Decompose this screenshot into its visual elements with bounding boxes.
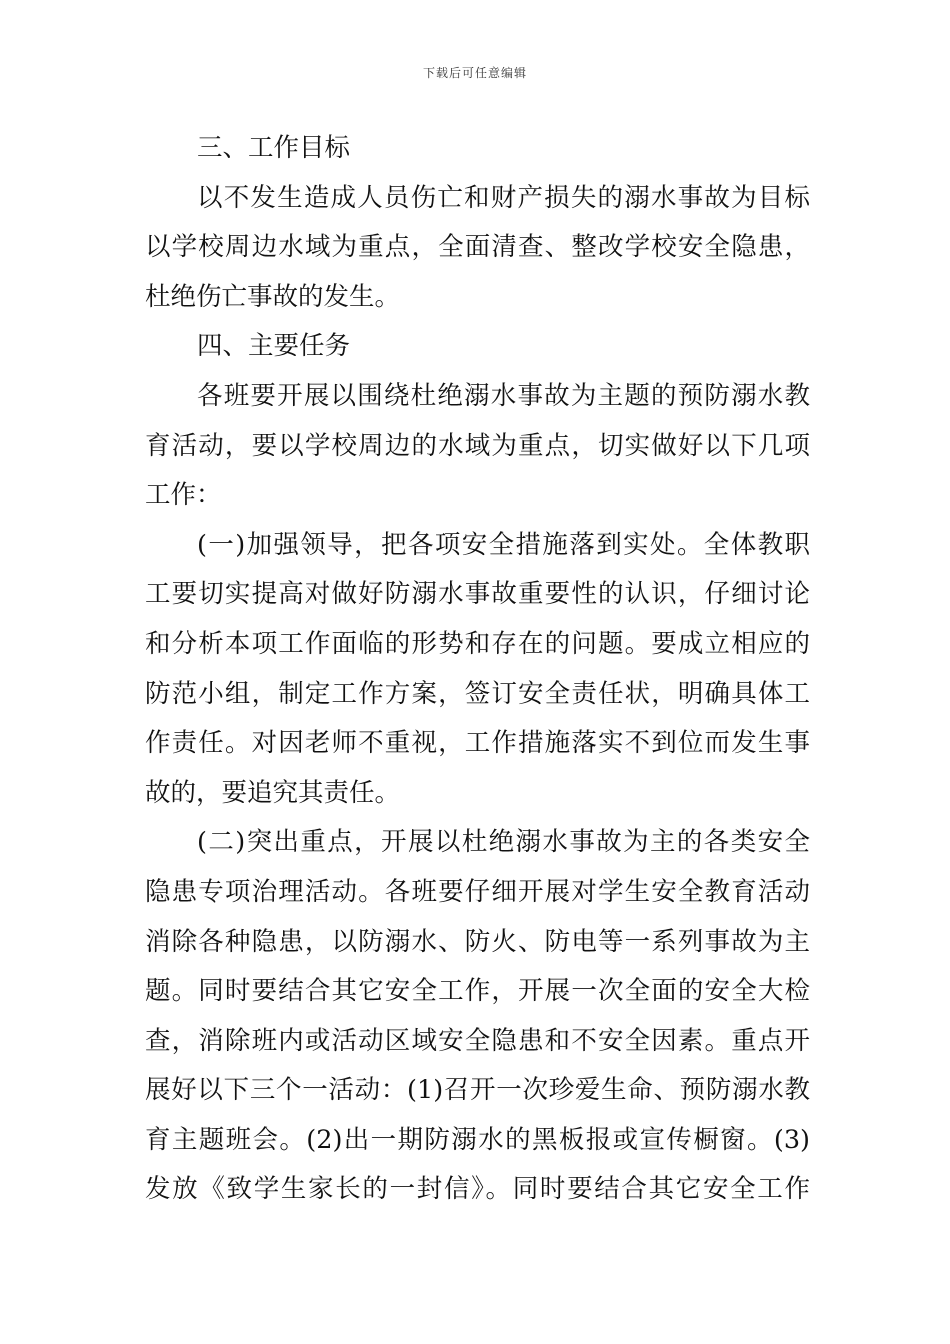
text-line: 防范小组，制定工作方案，签订安全责任状，明确具体工 xyxy=(145,678,810,709)
text-line: 题。同时要结合其它安全工作，开展一次全面的安全大检 xyxy=(145,976,810,1007)
text-line: 三、工作目标 xyxy=(197,133,351,163)
text-line: 育活动，要以学校周边的水域为重点，切实做好以下几项 xyxy=(145,430,810,461)
text-line: 四、主要任务 xyxy=(197,331,351,362)
text-line: 查，消除班内或活动区域安全隐患和不安全因素。重点开 xyxy=(145,1025,810,1056)
text-line: 杜绝伤亡事故的发生。 xyxy=(145,281,401,312)
text-line: 展好以下三个一活动：(1)召开一次珍爱生命、预防溺水教 xyxy=(145,1075,810,1106)
text-line: 和分析本项工作面临的形势和存在的问题。要成立相应的 xyxy=(145,628,810,659)
text-line: 工作： xyxy=(145,480,222,511)
text-line: 以学校周边水域为重点，全面清查、整改学校安全隐患， xyxy=(145,232,810,263)
text-line: 作责任。对因老师不重视，工作措施落实不到位而发生事 xyxy=(145,728,810,759)
text-line: 隐患专项治理活动。各班要仔细开展对学生安全教育活动 xyxy=(145,876,810,907)
text-line: (二)突出重点，开展以杜绝溺水事故为主的各类安全 xyxy=(197,827,810,858)
text-line: 各班要开展以围绕杜绝溺水事故为主题的预防溺水教 xyxy=(197,380,810,411)
text-line: 发放《致学生家长的一封信》。同时要结合其它安全工作 xyxy=(145,1174,810,1205)
text-line: 故的，要追究其责任。 xyxy=(145,777,401,808)
page-header: 下载后可任意编辑 xyxy=(422,66,527,80)
text-line: 育主题班会。(2)出一期防溺水的黑板报或宣传橱窗。(3) xyxy=(145,1124,810,1155)
text-line: 工要切实提高对做好防溺水事故重要性的认识，仔细讨论 xyxy=(145,579,810,610)
document-body xyxy=(145,124,810,1215)
text-line: 消除各种隐患，以防溺水、防火、防电等一系列事故为主 xyxy=(145,926,810,957)
text-line: (一)加强领导，把各项安全措施落到实处。全体教职 xyxy=(197,529,810,560)
text-line: 以不发生造成人员伤亡和财产损失的溺水事故为目标 xyxy=(197,182,810,213)
